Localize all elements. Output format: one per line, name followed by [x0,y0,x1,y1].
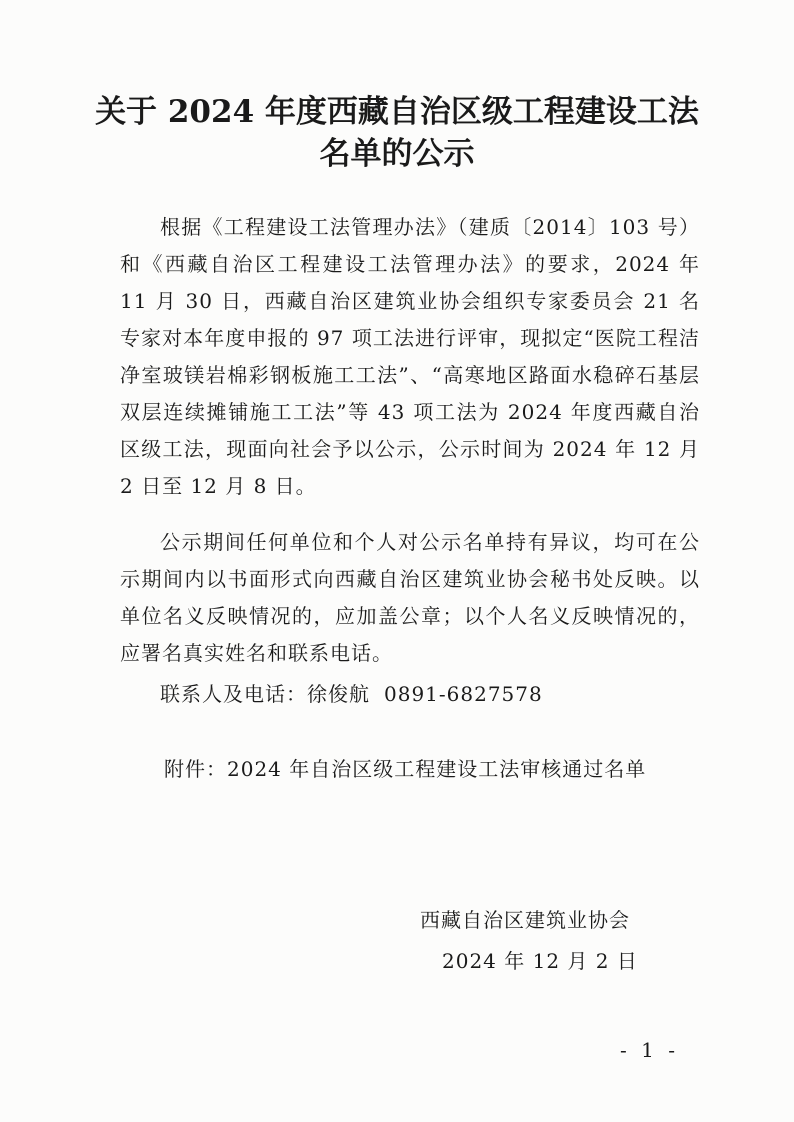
title-line-2: 名单的公示 [319,136,475,172]
paragraph-objection: 公示期间任何单位和个人对公示名单持有异议，均可在公示期间内以书面形式向西藏自治区建筑业协会秘书处反映。以单位名义反映情况的，应加盖公章；以个人名义反映情况的，应署名真实姓名和联系电话。 [120,530,700,665]
paragraph-announcement: 根据《工程建设工法管理办法》（建质〔2014〕103 号）和《西藏自治区工程建设工法管理办法》的要求，2024 年 11 月 30 日，西藏自治区建筑业协会组织专家委员会 21 名专家对本年度申报的 97 项工法进行评审，现拟定“医院工程洁净室玻镁岩棉彩钢板施工工法”、“高寒地区路面水稳碎石基层双层连续摊铺施工工法”等 43 项工法为 2024 年度西藏自治区级工法，现面向社会予以公示，公示时间为 2024 年 12 月 2 日至 12 月 8 日。 [120,215,700,498]
title-line-1: 关于 2024 年度西藏自治区级工程建设工法 [95,94,699,130]
contact-line [120,676,700,713]
attachment-line: 附件：2024 年自治区级工程建设工法审核通过名单 [164,757,647,781]
contact-name: 徐俊航 [307,682,370,706]
signature-date: 2024 年 12 月 2 日 [442,949,638,973]
page-number: - 1 - [620,1038,679,1062]
signature-organization: 西藏自治区建筑业协会 [420,908,630,932]
contact-label: 联系人及电话： [160,682,307,706]
contact-phone: 0891-6827578 [384,682,543,706]
